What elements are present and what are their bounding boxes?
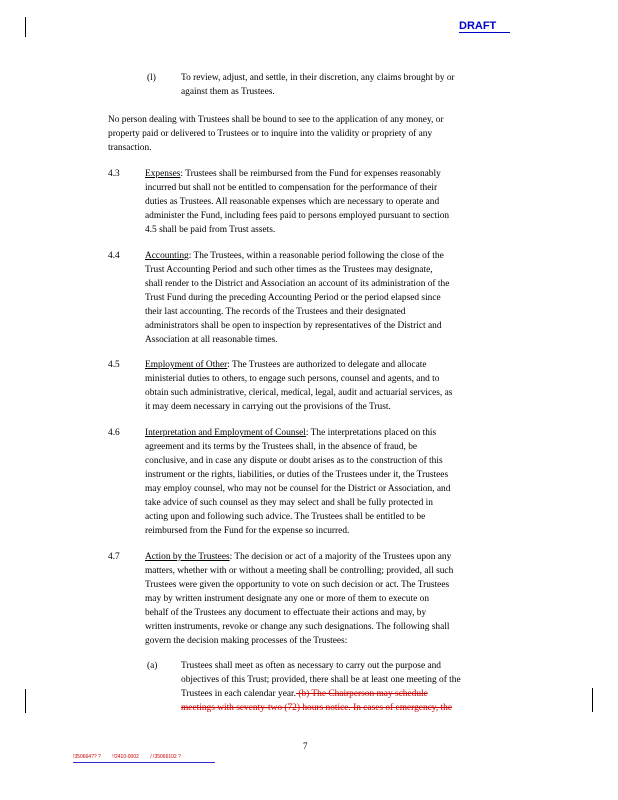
no-person-line-1: No person dealing with Trustees shall be bound to see to the application of any money, or [108,115,444,125]
section-4-3-line-5: 4.5 shall be paid from Trust assets. [145,225,276,235]
item-a-line-4-deleted: meetings with seventy-two (72) hours notice. In cases of emergency, the [181,703,453,713]
item-a-label: (a) [147,661,158,671]
section-4-6-line-3: conclusive, and in case any dispute or doubt arises as to the construction of this [145,456,443,466]
no-person-line-2: property paid or delivered to Trustees or to inquire into the validity or propriety of any [108,129,433,139]
section-4-3-line-3: duties as Trustees. All reasonable expenses which are necessary to operate and [145,197,440,207]
section-number-4-6: 4.6 [108,428,120,438]
section-4-7-line-4: may by written instrument designate any one or more of them to execute on [145,594,430,604]
section-4-4-line-7: Association at all reasonable times. [145,335,278,345]
section-4-6-line-7: acting upon and following such advice. The Trustees shall be entitled to be [145,512,426,522]
item-a-line-3: Trustees in each calendar year. (b) The Chairperson may schedule [181,689,428,699]
item-l-line-1: To review, adjust, and settle, in their discretion, any claims brought by or [181,73,455,83]
section-number-4-7: 4.7 [108,552,120,562]
section-4-6-line-5: may employ counsel, who may not be counsel for the District or Association, and [145,484,451,494]
section-4-6-line-8: reimbursed from the Fund for the expense so incurred. [145,526,350,536]
page-number: 7 [303,741,308,751]
section-4-3-line-1: Expenses: Trustees shall be reimbursed from the Fund for expenses reasonably [145,169,441,179]
section-4-4-line-5: their last accounting. The records of the Trustees and their designated [145,307,406,317]
section-4-7-line-3: Trustees were given the opportunity to vote on such decision or act. The Trustees [145,580,450,590]
doc-id-2: !!2410-0002 [112,754,139,760]
section-4-4-line-3: shall render to the District and Association an account of its administration of the [145,279,450,289]
section-number-4-4: 4.4 [108,251,120,261]
item-l-line-2: against them as Trustees. [181,87,275,97]
footer-underline [73,762,215,763]
section-4-4-line-6: administrators shall be open to inspection by representatives of the District and [145,321,442,331]
section-4-6-line-4: instrument or the rights, liabilities, or duties of the Trustees under it, the Trustees [145,470,449,480]
item-a-line-2: objectives of this Trust; provided, there shall be at least one meeting of the [181,675,461,685]
footer-doc-ids [73,754,191,760]
section-4-7-line-1: Action by the Trustees: The decision or act of a majority of the Trustees upon any [145,552,452,562]
section-heading-interpretation: Interpretation and Employment of Counsel [145,428,306,438]
section-4-6-line-1: Interpretation and Employment of Counsel: The interpretations placed on this [145,428,437,438]
change-bar-bottom-left [25,689,26,713]
section-4-4-line-4: Trust Fund during the preceding Accounting Period or the period elapsed since [145,293,441,303]
section-heading-action: Action by the Trustees [145,552,230,562]
section-heading-accounting: Accounting [145,251,189,261]
section-4-6-line-2: agreement and its terms by the Trustees shall, in the absence of fraud, be [145,442,418,452]
change-bar-bottom-right [592,688,593,712]
section-4-7-line-2: matters, whether with or without a meeting shall be controlling; provided, all such [145,566,454,576]
doc-id-1: !350664?? ? [73,754,101,760]
no-person-line-3: transaction. [108,143,152,153]
section-4-4-line-2: Trust Accounting Period and such other times as the Trustees may designate, [145,265,433,275]
section-4-6-line-6: take advice of such counsel as they may select and shall be fully protected in [145,498,433,508]
item-a-line-1: Trustees shall meet as often as necessary to carry out the purpose and [181,661,441,671]
section-4-5-line-2: ministerial duties to others, to engage such persons, counsel and agents, and to [145,374,440,384]
section-4-7-line-7: govern the decision making processes of the Trustees: [145,636,348,646]
section-number-4-5: 4.5 [108,360,120,370]
doc-id-3: / !35066102 ? [150,754,181,760]
section-4-5-line-1: Employment of Other: The Trustees are authorized to delegate and allocate [145,360,427,370]
section-4-5-line-3: obtain such administrative, clerical, medical, legal, audit and actuarial services, as [145,388,453,398]
draft-label: DRAFT [459,20,510,33]
section-number-4-3: 4.3 [108,169,120,179]
section-4-7-line-5: behalf of the Trustees any document to effectuate their actions and may, by [145,608,427,618]
item-l-label: (l) [147,73,156,83]
deleted-text: (b) The Chairperson may schedule [295,689,428,699]
change-bar-top [25,17,26,37]
section-4-7-line-6: written instruments, revoke or change any such designations. The following shall [145,622,450,632]
section-4-4-line-1: Accounting: The Trustees, within a reasonable period following the close of the [145,251,444,261]
section-4-3-line-2: incurred but shall not be entitled to compensation for the performance of their [145,183,438,193]
section-4-5-line-4: it may deem necessary in carrying out the provisions of the Trust. [145,402,391,412]
section-4-3-line-4: administer the Fund, including fees paid to persons employed pursuant to section [145,211,450,221]
section-heading-employment: Employment of Other [145,360,228,370]
section-heading-expenses: Expenses [145,169,181,179]
